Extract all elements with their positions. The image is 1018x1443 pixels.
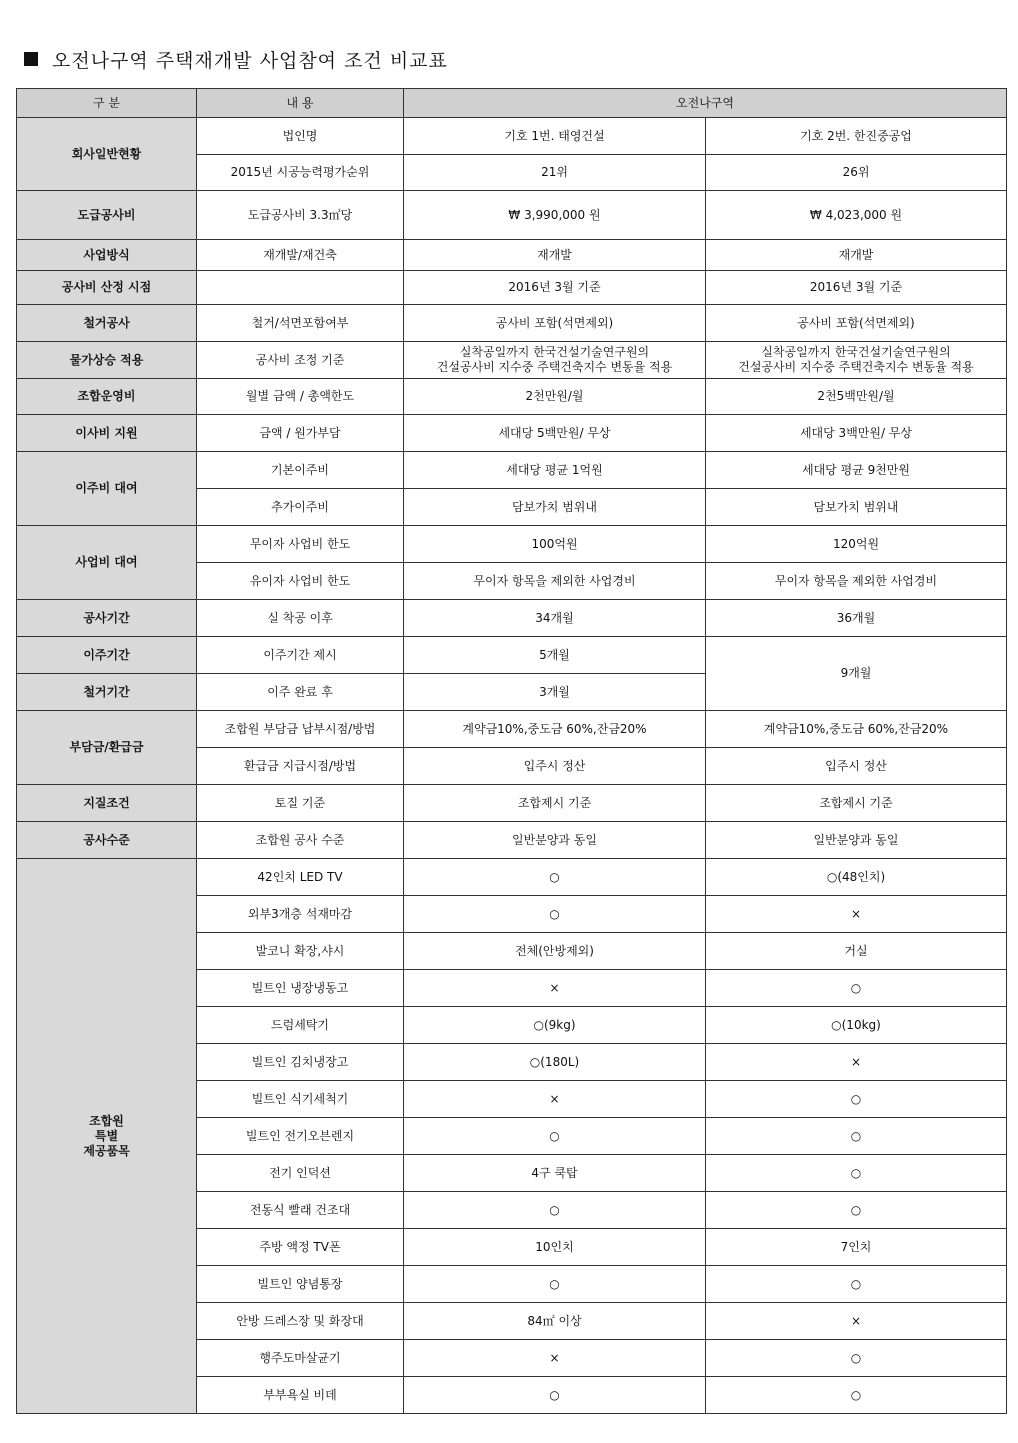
firm1-value: 100억원 bbox=[404, 526, 706, 563]
row-label: 안방 드레스장 및 화장대 bbox=[197, 1303, 404, 1340]
firm1-value: × bbox=[404, 1081, 706, 1118]
firm1-value: × bbox=[404, 970, 706, 1007]
row-label: 공사비 조정 기준 bbox=[197, 342, 404, 379]
row-category: 도급공사비 bbox=[17, 191, 197, 240]
table-row bbox=[17, 711, 1007, 748]
row-category: 철거공사 bbox=[17, 305, 197, 342]
special-category-line1: 조합원 bbox=[89, 1113, 124, 1128]
firm1-value: 3개월 bbox=[404, 674, 706, 711]
row-category: 부담금/환급금 bbox=[17, 711, 197, 785]
firm1-value: ○ bbox=[404, 859, 706, 896]
row-category: 이사비 지원 bbox=[17, 415, 197, 452]
firm1-value: 조합제시 기준 bbox=[404, 785, 706, 822]
row-label: 금액 / 원가부담 bbox=[197, 415, 404, 452]
firm2-value: ○ bbox=[706, 1266, 1007, 1303]
firm2-value: ○ bbox=[706, 1377, 1007, 1414]
table-row bbox=[17, 822, 1007, 859]
firm1-value: 34개월 bbox=[404, 600, 706, 637]
table-row bbox=[17, 305, 1007, 342]
square-bullet-icon bbox=[24, 52, 38, 66]
header-content: 내 용 bbox=[197, 89, 404, 118]
firm2-value: ○ bbox=[706, 1155, 1007, 1192]
row-category: 사업방식 bbox=[17, 240, 197, 271]
firm2-value bbox=[706, 342, 1007, 379]
row-label: 유이자 사업비 한도 bbox=[197, 563, 404, 600]
row-label: 빌트인 전기오븐렌지 bbox=[197, 1118, 404, 1155]
table-row bbox=[17, 859, 1007, 896]
row-label: 전동식 빨래 건조대 bbox=[197, 1192, 404, 1229]
row-label: 추가이주비 bbox=[197, 489, 404, 526]
row-label: 전기 인덕션 bbox=[197, 1155, 404, 1192]
firm2-value: × bbox=[706, 1044, 1007, 1081]
firm2-value: 36개월 bbox=[706, 600, 1007, 637]
firm1-name: 기호 1번. 태영건설 bbox=[404, 118, 706, 155]
row-label: 외부3개층 석재마감 bbox=[197, 896, 404, 933]
firm2-value: ○ bbox=[706, 1118, 1007, 1155]
firm1-value: ○ bbox=[404, 1118, 706, 1155]
firm2-value: ○(48인치) bbox=[706, 859, 1007, 896]
page-title bbox=[24, 44, 448, 74]
firm1-value: 담보가치 범위내 bbox=[404, 489, 706, 526]
row-label: 환급금 지급시점/방법 bbox=[197, 748, 404, 785]
row-category: 사업비 대여 bbox=[17, 526, 197, 600]
header-category: 구 분 bbox=[17, 89, 197, 118]
row-label: 빌트인 김치냉장고 bbox=[197, 1044, 404, 1081]
table-row bbox=[17, 379, 1007, 415]
row-label: 도급공사비 3.3㎡당 bbox=[197, 191, 404, 240]
row-label: 주방 액정 TV폰 bbox=[197, 1229, 404, 1266]
row-category: 물가상승 적용 bbox=[17, 342, 197, 379]
firm1-value: ○ bbox=[404, 1266, 706, 1303]
row-label: 행주도마살균기 bbox=[197, 1340, 404, 1377]
firm1-value: 전체(안방제외) bbox=[404, 933, 706, 970]
firm2-value: 2016년 3월 기준 bbox=[706, 271, 1007, 305]
firm1-value: 무이자 항목을 제외한 사업경비 bbox=[404, 563, 706, 600]
table-row bbox=[17, 415, 1007, 452]
firm2-value: ○(10kg) bbox=[706, 1007, 1007, 1044]
firm2-value: ○ bbox=[706, 1340, 1007, 1377]
firm1-value: ○(9kg) bbox=[404, 1007, 706, 1044]
firm2-value: 120억원 bbox=[706, 526, 1007, 563]
firm2-value: ₩ 4,023,000 원 bbox=[706, 191, 1007, 240]
table-row bbox=[17, 637, 1007, 674]
firm2-value: ○ bbox=[706, 970, 1007, 1007]
row-label: 재개발/재건축 bbox=[197, 240, 404, 271]
table-row bbox=[17, 452, 1007, 489]
row-label: 이주 완료 후 bbox=[197, 674, 404, 711]
firm2-value: × bbox=[706, 1303, 1007, 1340]
row-category bbox=[17, 859, 197, 1414]
table-row bbox=[17, 526, 1007, 563]
table-row bbox=[17, 240, 1007, 271]
row-label bbox=[197, 271, 404, 305]
firm1-value: ○ bbox=[404, 896, 706, 933]
special-category-line2: 특별 bbox=[94, 1128, 119, 1143]
table-row bbox=[17, 118, 1007, 155]
firm1-value: ₩ 3,990,000 원 bbox=[404, 191, 706, 240]
row-label: 무이자 사업비 한도 bbox=[197, 526, 404, 563]
row-label: 빌트인 냉장냉동고 bbox=[197, 970, 404, 1007]
firm1-value: 세대당 5백만원/ 무상 bbox=[404, 415, 706, 452]
firm2-name: 기호 2번. 한진중공업 bbox=[706, 118, 1007, 155]
row-label: 조합원 부담금 납부시점/방법 bbox=[197, 711, 404, 748]
row-category: 지질조건 bbox=[17, 785, 197, 822]
firm1-value: 4구 쿡탑 bbox=[404, 1155, 706, 1192]
firm1-value: 84㎡ 이상 bbox=[404, 1303, 706, 1340]
firm2-value: 담보가치 범위내 bbox=[706, 489, 1007, 526]
row-category: 조합운영비 bbox=[17, 379, 197, 415]
row-label: 부부욕실 비데 bbox=[197, 1377, 404, 1414]
firm2-value: 거실 bbox=[706, 933, 1007, 970]
firm2-value-line1: 실착공일까지 한국건설기술연구원의 bbox=[761, 345, 951, 359]
row-label: 2015년 시공능력평가순위 bbox=[197, 155, 404, 191]
firm1-value: 21위 bbox=[404, 155, 706, 191]
firm2-value: 7인치 bbox=[706, 1229, 1007, 1266]
row-label: 월별 금액 / 총액한도 bbox=[197, 379, 404, 415]
firm1-value: 공사비 포함(석면제외) bbox=[404, 305, 706, 342]
firm1-value: 세대당 평균 1억원 bbox=[404, 452, 706, 489]
row-category: 철거기간 bbox=[17, 674, 197, 711]
comparison-table bbox=[16, 88, 1007, 1414]
firm1-value: 2016년 3월 기준 bbox=[404, 271, 706, 305]
row-category: 이주비 대여 bbox=[17, 452, 197, 526]
firm2-value: 조합제시 기준 bbox=[706, 785, 1007, 822]
firm2-value: 세대당 3백만원/ 무상 bbox=[706, 415, 1007, 452]
row-label: 드럼세탁기 bbox=[197, 1007, 404, 1044]
row-label: 철거/석면포함여부 bbox=[197, 305, 404, 342]
firm2-value: 9개월 bbox=[706, 637, 1007, 711]
row-label: 실 착공 이후 bbox=[197, 600, 404, 637]
firm2-value: 2천5백만원/월 bbox=[706, 379, 1007, 415]
firm1-value: 10인치 bbox=[404, 1229, 706, 1266]
row-label: 이주기간 제시 bbox=[197, 637, 404, 674]
row-label: 토질 기준 bbox=[197, 785, 404, 822]
table-row bbox=[17, 785, 1007, 822]
firm2-value: ○ bbox=[706, 1081, 1007, 1118]
header-district: 오전나구역 bbox=[404, 89, 1007, 118]
firm2-value-line2: 건설공사비 지수중 주택건축지수 변동율 적용 bbox=[738, 360, 974, 374]
firm2-value: ○ bbox=[706, 1192, 1007, 1229]
row-label: 기본이주비 bbox=[197, 452, 404, 489]
firm2-value: 공사비 포함(석면제외) bbox=[706, 305, 1007, 342]
row-category: 공사비 산정 시점 bbox=[17, 271, 197, 305]
firm1-value: 재개발 bbox=[404, 240, 706, 271]
firm1-value-line1: 실착공일까지 한국건설기술연구원의 bbox=[459, 345, 650, 359]
row-label: 발코니 확장,샤시 bbox=[197, 933, 404, 970]
table-row bbox=[17, 191, 1007, 240]
firm2-value: 일반분양과 동일 bbox=[706, 822, 1007, 859]
firm1-value: × bbox=[404, 1340, 706, 1377]
table-row bbox=[17, 600, 1007, 637]
row-label: 빌트인 식기세척기 bbox=[197, 1081, 404, 1118]
row-label: 빌트인 양념통장 bbox=[197, 1266, 404, 1303]
row-label: 법인명 bbox=[197, 118, 404, 155]
firm2-value: 입주시 정산 bbox=[706, 748, 1007, 785]
firm2-value: 계약금10%,중도금 60%,잔금20% bbox=[706, 711, 1007, 748]
firm1-value: ○ bbox=[404, 1192, 706, 1229]
table-row bbox=[17, 271, 1007, 305]
firm1-value: 일반분양과 동일 bbox=[404, 822, 706, 859]
firm1-value: 계약금10%,중도금 60%,잔금20% bbox=[404, 711, 706, 748]
firm1-value: 2천만원/월 bbox=[404, 379, 706, 415]
row-label: 42인치 LED TV bbox=[197, 859, 404, 896]
row-category: 공사수준 bbox=[17, 822, 197, 859]
firm2-value: 무이자 항목을 제외한 사업경비 bbox=[706, 563, 1007, 600]
row-category: 회사일반현황 bbox=[17, 118, 197, 191]
row-label: 조합원 공사 수준 bbox=[197, 822, 404, 859]
firm1-value: ○(180L) bbox=[404, 1044, 706, 1081]
row-category: 이주기간 bbox=[17, 637, 197, 674]
firm1-value bbox=[404, 342, 706, 379]
firm2-value: 세대당 평균 9천만원 bbox=[706, 452, 1007, 489]
table-header-row bbox=[17, 89, 1007, 118]
page-title-text: 오전나구역 주택재개발 사업참여 조건 비교표 bbox=[52, 49, 448, 72]
firm1-value-line2: 건설공사비 지수중 주택건축지수 변동율 적용 bbox=[436, 360, 673, 374]
firm1-value: ○ bbox=[404, 1377, 706, 1414]
firm1-value: 입주시 정산 bbox=[404, 748, 706, 785]
firm2-value: × bbox=[706, 896, 1007, 933]
special-category-line3: 제공품목 bbox=[83, 1143, 130, 1158]
firm2-value: 재개발 bbox=[706, 240, 1007, 271]
firm2-value: 26위 bbox=[706, 155, 1007, 191]
table-row bbox=[17, 342, 1007, 379]
row-category: 공사기간 bbox=[17, 600, 197, 637]
firm1-value: 5개월 bbox=[404, 637, 706, 674]
